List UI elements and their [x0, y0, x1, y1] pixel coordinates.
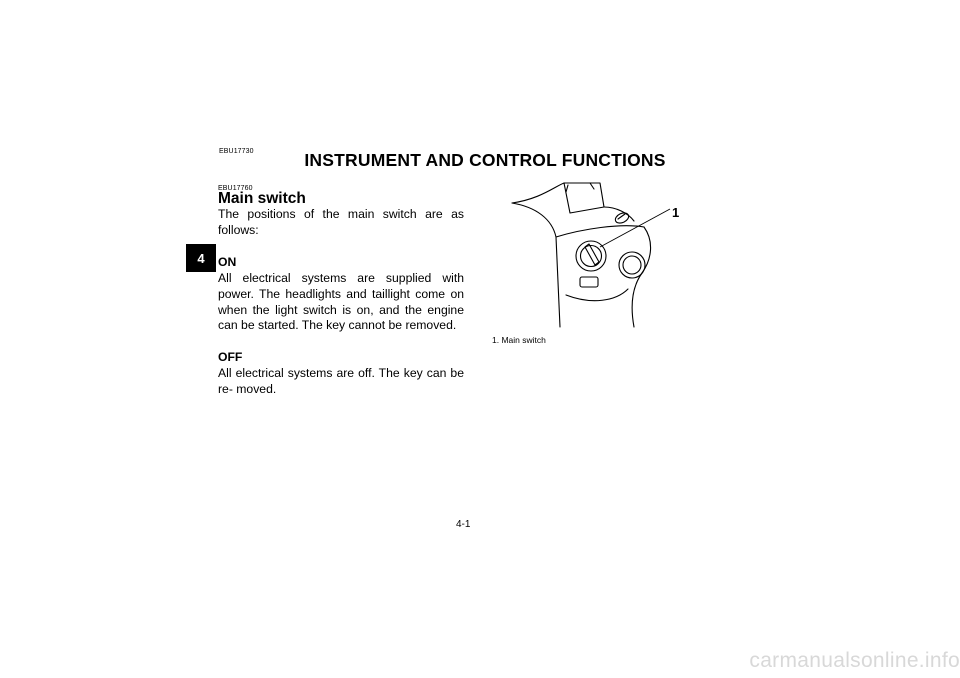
- section-code: EBU17760: [218, 185, 253, 192]
- figure-callout-number: 1: [672, 205, 680, 220]
- position-on-term: ON: [218, 254, 237, 269]
- page-number: 4-1: [456, 519, 471, 530]
- figure-caption: 1. Main switch: [492, 335, 546, 345]
- position-off-description: All electrical systems are off. The key can be re- moved.: [218, 366, 464, 397]
- position-off-term: OFF: [218, 350, 243, 365]
- chapter-title: INSTRUMENT AND CONTROL FUNCTIONS: [304, 150, 666, 170]
- section-title: Main switch: [218, 190, 306, 207]
- main-switch-illustration: [492, 177, 687, 337]
- chapter-code: EBU17730: [219, 148, 254, 155]
- watermark-link[interactable]: carmanualsonline.info: [749, 649, 960, 672]
- chapter-tab-number: 4: [197, 250, 205, 266]
- chapter-tab: [186, 244, 216, 272]
- position-on-description: All electrical systems are supplied with power. The headlights and taillight come on when the light switch is on, and the engine can be started. The key cannot be removed.: [218, 270, 464, 333]
- section-intro: The positions of the main switch are as follows:: [218, 207, 464, 237]
- section-body: [218, 207, 464, 398]
